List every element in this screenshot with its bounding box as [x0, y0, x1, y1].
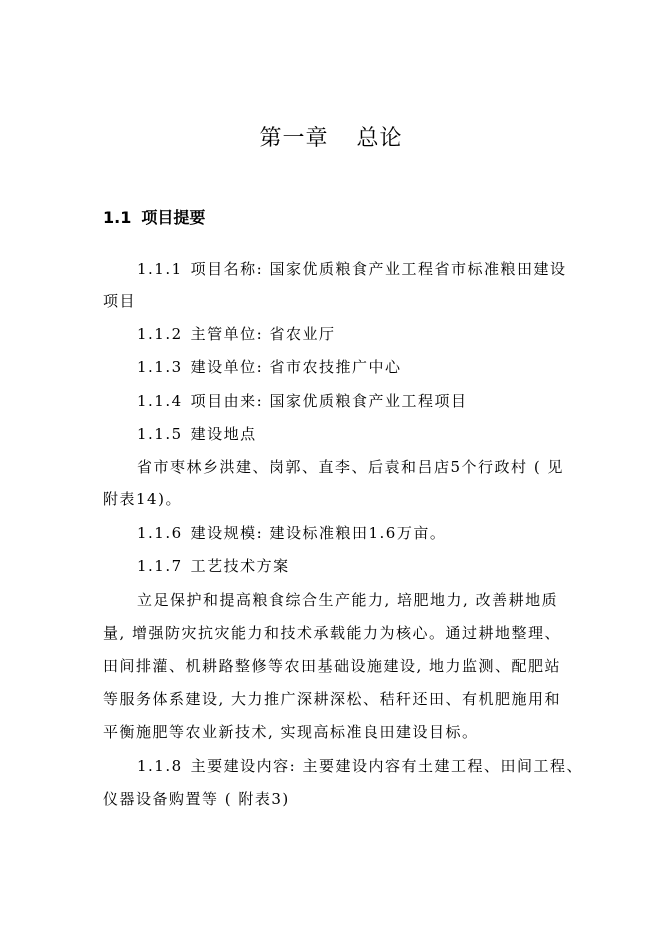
item-1-1-6	[137, 523, 657, 543]
chapter-number: 第一章	[259, 126, 329, 151]
item-1-1-8-continuation: 仪器设备购置等 ( 附表3)	[103, 790, 290, 808]
item-1-1-1-continuation: 项目	[103, 292, 137, 310]
item-1-1-3	[137, 357, 657, 377]
item-1-1-7-body-line-3: 田间排灌、机耕路整修等农田基础设施建设, 地力监测、配肥站	[103, 657, 562, 675]
item-1-1-7	[137, 556, 657, 576]
item-1-1-7-body-line-1: 立足保护和提高粮食综合生产能力, 培肥地力, 改善耕地质	[137, 591, 559, 609]
item-1-1-5-body-line-1: 省市枣林乡洪建、岗郭、直李、后袁和吕店5个行政村 ( 见	[137, 458, 564, 476]
item-1-1-7-body-line-5: 平衡施肥等农业新技术, 实现高标准良田建设目标。	[103, 723, 479, 741]
section-title: 项目提要	[141, 208, 206, 227]
item-number: 1.1.3	[137, 358, 183, 376]
item-number: 1.1.8	[137, 757, 183, 775]
item-number: 1.1.6	[137, 524, 183, 542]
item-text: 主管单位: 省农业厅	[190, 325, 336, 343]
item-number: 1.1.5	[137, 425, 183, 443]
item-1-1-7-body-line-4: 等服务体系建设, 大力推广深耕深松、秸秆还田、有机肥施用和	[103, 690, 562, 708]
item-text: 建设规模: 建设标准粮田1.6万亩。	[190, 524, 447, 542]
item-1-1-5	[137, 424, 657, 444]
item-1-1-4	[137, 391, 657, 411]
item-1-1-7-body-line-2: 量, 增强防灾抗灾能力和技术承载能力为核心。通过耕地整理、	[103, 624, 562, 642]
section-heading	[103, 207, 205, 229]
item-1-1-1	[137, 259, 657, 279]
item-text: 主要建设内容: 主要建设内容有土建工程、田间工程、	[190, 757, 583, 775]
item-1-1-8	[137, 756, 657, 776]
item-1-1-2	[137, 324, 657, 344]
item-1-1-5-body-line-2: 附表14)。	[103, 490, 182, 508]
item-text: 工艺技术方案	[190, 557, 290, 575]
item-number: 1.1.1	[137, 260, 183, 278]
chapter-title	[0, 124, 662, 154]
item-text: 项目由来: 国家优质粮食产业工程项目	[190, 392, 468, 410]
item-text: 项目名称: 国家优质粮食产业工程省市标准粮田建设	[190, 260, 567, 278]
chapter-name: 总论	[356, 126, 403, 151]
item-text: 建设地点	[190, 425, 257, 443]
item-text: 建设单位: 省市农技推广中心	[190, 358, 402, 376]
item-number: 1.1.4	[137, 392, 183, 410]
item-number: 1.1.2	[137, 325, 183, 343]
item-number: 1.1.7	[137, 557, 183, 575]
section-number: 1.1	[103, 208, 132, 227]
